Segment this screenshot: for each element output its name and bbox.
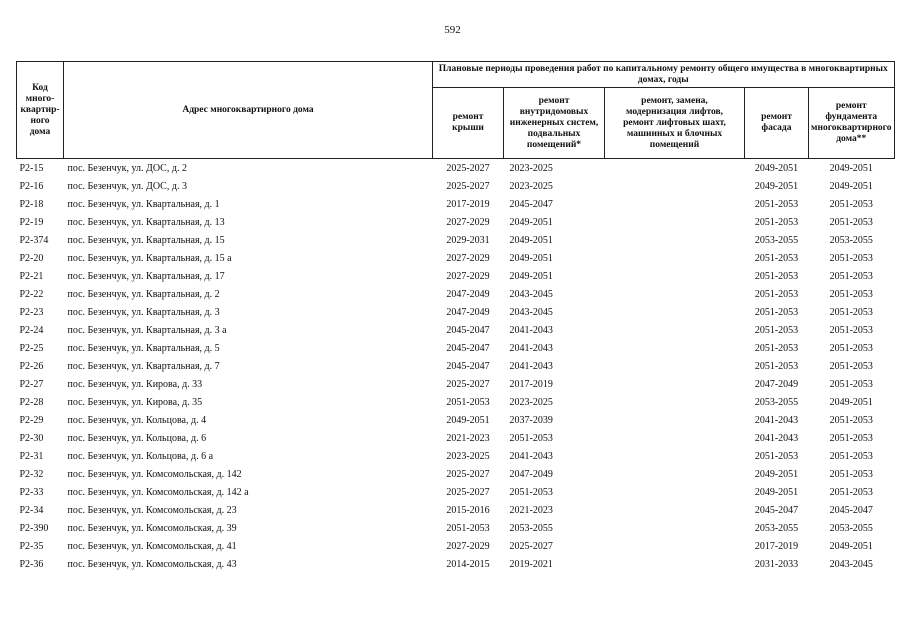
header-group-periods: Плановые периоды проведения работ по капитальному ремонту общего имущества в многоквартирных домах, годы	[433, 62, 895, 88]
cell-roof: 2025-2027	[446, 486, 490, 498]
table-row	[17, 519, 895, 537]
cell-code: Р2-32	[19, 468, 44, 480]
cell-lifts	[605, 447, 745, 465]
cell-systems: 2021-2023	[509, 504, 553, 516]
cell-systems: 2051-2053	[509, 432, 553, 444]
table-row	[17, 249, 895, 267]
cell-address: пос. Безенчук, ул. Кольцова, д. 6 а	[67, 450, 214, 462]
cell-facade: 2051-2053	[754, 252, 799, 264]
cell-roof: 2045-2047	[446, 342, 490, 354]
cell-address: пос. Безенчук, ул. Квартальная, д. 15	[67, 234, 225, 246]
table-row	[17, 411, 895, 429]
cell-lifts	[605, 483, 745, 501]
cell-facade: 2051-2053	[754, 270, 799, 282]
cell-code: Р2-20	[19, 252, 44, 264]
header-foundation: ремонт фундамента многоквартирного дома**	[809, 88, 895, 159]
cell-address: пос. Безенчук, ул. Комсомольская, д. 39	[67, 522, 237, 534]
cell-code: Р2-23	[19, 306, 44, 318]
cell-address: пос. Безенчук, ул. Квартальная, д. 1	[67, 198, 220, 210]
page-number: 592	[444, 24, 461, 36]
cell-code: Р2-33	[19, 486, 44, 498]
cell-systems: 2051-2053	[509, 486, 553, 498]
cell-code: Р2-28	[19, 396, 44, 408]
cell-systems: 2049-2051	[509, 252, 553, 264]
cell-lifts	[605, 285, 745, 303]
cell-lifts	[605, 195, 745, 213]
cell-lifts	[605, 213, 745, 231]
cell-facade: 2049-2051	[745, 159, 809, 178]
header-address: Адрес многоквартирного дома	[64, 62, 433, 159]
table-row	[17, 555, 895, 573]
table-row	[17, 339, 895, 357]
cell-lifts	[605, 321, 745, 339]
cell-facade: 2045-2047	[754, 504, 799, 516]
cell-foundation: 2051-2053	[829, 414, 873, 426]
cell-foundation: 2051-2053	[829, 198, 873, 210]
cell-code: Р2-35	[19, 540, 44, 552]
table-row	[17, 393, 895, 411]
cell-foundation: 2051-2053	[829, 486, 873, 498]
cell-foundation: 2051-2053	[829, 360, 873, 372]
cell-roof: 2025-2027	[446, 378, 490, 390]
cell-roof: 2051-2053	[446, 522, 490, 534]
header-roof: ремонт крыши	[433, 88, 504, 159]
cell-foundation: 2049-2051	[829, 540, 873, 552]
cell-address: пос. Безенчук, ул. Кольцова, д. 6	[67, 432, 207, 444]
cell-code: Р2-30	[19, 432, 44, 444]
cell-systems: 2017-2019	[509, 378, 553, 390]
cell-foundation: 2051-2053	[829, 270, 873, 282]
cell-address: пос. Безенчук, ул. Комсомольская, д. 41	[67, 540, 237, 552]
cell-roof: 2045-2047	[446, 324, 490, 336]
cell-facade: 2047-2049	[754, 378, 799, 390]
cell-facade: 2053-2055	[754, 396, 799, 408]
header-facade: ремонт фасада	[745, 88, 809, 159]
cell-roof: 2045-2047	[446, 360, 490, 372]
cell-roof: 2025-2027	[446, 468, 490, 480]
cell-roof: 2051-2053	[446, 396, 490, 408]
cell-facade: 2051-2053	[754, 288, 799, 300]
cell-foundation: 2051-2053	[829, 288, 873, 300]
cell-code: Р2-21	[19, 270, 44, 282]
cell-address: пос. Безенчук, ул. ДОС, д. 2	[64, 159, 433, 178]
cell-systems: 2043-2045	[509, 288, 553, 300]
table-row	[17, 267, 895, 285]
cell-foundation: 2051-2053	[829, 468, 873, 480]
cell-roof: 2027-2029	[446, 270, 490, 282]
cell-code: Р2-22	[19, 288, 44, 300]
table-row	[17, 321, 895, 339]
cell-foundation: 2051-2053	[829, 342, 873, 354]
cell-lifts	[605, 231, 745, 249]
cell-address: пос. Безенчук, ул. Комсомольская, д. 142 а	[67, 486, 249, 498]
cell-code: Р2-26	[19, 360, 44, 372]
cell-facade: 2051-2053	[754, 198, 799, 210]
cell-roof: 2027-2029	[446, 216, 490, 228]
cell-foundation: 2049-2051	[829, 180, 873, 192]
table-row	[17, 465, 895, 483]
cell-code: Р2-25	[19, 342, 44, 354]
table-row	[17, 501, 895, 519]
cell-facade: 2041-2043	[754, 432, 799, 444]
cell-systems: 2053-2055	[509, 522, 553, 534]
table-row	[17, 213, 895, 231]
cell-foundation: 2051-2053	[829, 378, 873, 390]
cell-roof: 2047-2049	[446, 306, 490, 318]
cell-roof: 2047-2049	[446, 288, 490, 300]
cell-systems: 2041-2043	[509, 450, 553, 462]
cell-foundation: 2051-2053	[829, 306, 873, 318]
cell-systems: 2023-2025	[504, 159, 605, 178]
cell-code: Р2-31	[19, 450, 44, 462]
cell-roof: 2014-2015	[446, 558, 490, 570]
cell-address: пос. Безенчук, ул. Квартальная, д. 2	[67, 288, 220, 300]
cell-roof: 2017-2019	[446, 198, 490, 210]
cell-code: Р2-27	[19, 378, 44, 390]
cell-address: пос. Безенчук, ул. Квартальная, д. 7	[67, 360, 220, 372]
cell-address: пос. Безенчук, ул. Комсомольская, д. 23	[67, 504, 237, 516]
cell-lifts	[605, 267, 745, 285]
cell-facade: 2049-2051	[754, 180, 799, 192]
cell-code: Р2-15	[17, 159, 64, 178]
cell-facade: 2051-2053	[754, 360, 799, 372]
cell-lifts	[605, 159, 745, 178]
table-row	[17, 447, 895, 465]
cell-systems: 2023-2025	[509, 396, 553, 408]
cell-address: пос. Безенчук, ул. Квартальная, д. 3 а	[67, 324, 227, 336]
cell-foundation: 2045-2047	[829, 504, 873, 516]
cell-code: Р2-374	[19, 234, 49, 246]
header-systems: ремонт внутридомовых инженерных систем, подвальных помещений*	[504, 88, 605, 159]
cell-lifts	[605, 465, 745, 483]
capital-repair-table	[16, 61, 895, 573]
table-row	[17, 177, 895, 195]
cell-foundation: 2049-2051	[829, 396, 873, 408]
cell-systems: 2023-2025	[509, 180, 553, 192]
cell-lifts	[605, 177, 745, 195]
cell-facade: 2041-2043	[754, 414, 799, 426]
cell-foundation: 2053-2055	[829, 522, 873, 534]
cell-systems: 2019-2021	[509, 558, 553, 570]
cell-address: пос. Безенчук, ул. Квартальная, д. 15 а	[67, 252, 232, 264]
cell-roof: 2021-2023	[446, 432, 490, 444]
cell-address: пос. Безенчук, ул. Кольцова, д. 4	[67, 414, 207, 426]
cell-systems: 2045-2047	[509, 198, 553, 210]
cell-address: пос. Безенчук, ул. Квартальная, д. 13	[67, 216, 225, 228]
cell-facade: 2051-2053	[754, 342, 799, 354]
cell-lifts	[605, 303, 745, 321]
cell-code: Р2-34	[19, 504, 44, 516]
cell-foundation: 2053-2055	[829, 234, 873, 246]
cell-roof: 2027-2029	[446, 540, 490, 552]
cell-address: пос. Безенчук, ул. Комсомольская, д. 142	[67, 468, 242, 480]
cell-facade: 2049-2051	[754, 486, 799, 498]
table-body	[17, 159, 895, 574]
cell-code: Р2-390	[19, 522, 49, 534]
cell-facade: 2053-2055	[754, 522, 799, 534]
cell-code: Р2-24	[19, 324, 44, 336]
table-row	[17, 537, 895, 555]
cell-systems: 2025-2027	[509, 540, 553, 552]
cell-code: Р2-18	[19, 198, 44, 210]
cell-systems: 2043-2045	[509, 306, 553, 318]
cell-code: Р2-36	[19, 558, 44, 570]
cell-facade: 2051-2053	[754, 216, 799, 228]
cell-code: Р2-16	[19, 180, 44, 192]
cell-foundation: 2051-2053	[829, 450, 873, 462]
cell-address: пос. Безенчук, ул. Квартальная, д. 5	[67, 342, 220, 354]
cell-roof: 2025-2027	[446, 180, 490, 192]
cell-address: пос. Безенчук, ул. Комсомольская, д. 43	[67, 558, 237, 570]
cell-lifts	[605, 429, 745, 447]
cell-lifts	[605, 339, 745, 357]
cell-address: пос. Безенчук, ул. ДОС, д. 3	[67, 180, 187, 192]
cell-roof: 2049-2051	[446, 414, 490, 426]
cell-roof: 2025-2027	[433, 159, 504, 178]
cell-lifts	[605, 357, 745, 375]
cell-systems: 2041-2043	[509, 360, 553, 372]
cell-lifts	[605, 519, 745, 537]
table-row	[17, 357, 895, 375]
header-lifts: ремонт, замена, модернизация лифтов, ремонт лифтовых шахт, машинных и блочных помещений	[605, 88, 745, 159]
cell-lifts	[605, 249, 745, 267]
cell-code: Р2-19	[19, 216, 44, 228]
cell-lifts	[605, 411, 745, 429]
cell-systems: 2047-2049	[509, 468, 553, 480]
cell-facade: 2049-2051	[754, 468, 799, 480]
cell-roof: 2015-2016	[446, 504, 490, 516]
cell-facade: 2051-2053	[754, 324, 799, 336]
cell-systems: 2049-2051	[509, 216, 553, 228]
cell-lifts	[605, 537, 745, 555]
table-row	[17, 429, 895, 447]
table-row	[17, 195, 895, 213]
cell-facade: 2051-2053	[754, 450, 799, 462]
cell-lifts	[605, 393, 745, 411]
cell-systems: 2037-2039	[509, 414, 553, 426]
cell-address: пос. Безенчук, ул. Квартальная, д. 17	[67, 270, 225, 282]
table-row	[17, 159, 895, 178]
cell-facade: 2051-2053	[754, 306, 799, 318]
cell-foundation: 2051-2053	[829, 324, 873, 336]
cell-systems: 2041-2043	[509, 342, 553, 354]
cell-foundation: 2049-2051	[809, 159, 895, 178]
cell-roof: 2027-2029	[446, 252, 490, 264]
cell-roof: 2023-2025	[446, 450, 490, 462]
cell-lifts	[605, 375, 745, 393]
cell-lifts	[605, 555, 745, 573]
cell-foundation: 2051-2053	[829, 252, 873, 264]
cell-address: пос. Безенчук, ул. Кирова, д. 35	[67, 396, 203, 408]
cell-roof: 2029-2031	[446, 234, 490, 246]
table-row	[17, 303, 895, 321]
cell-systems: 2049-2051	[509, 270, 553, 282]
cell-code: Р2-29	[19, 414, 44, 426]
cell-foundation: 2051-2053	[829, 432, 873, 444]
table-row	[17, 375, 895, 393]
header-code: Код много- квартир- ного дома	[17, 62, 64, 159]
table-row	[17, 231, 895, 249]
cell-facade: 2031-2033	[754, 558, 799, 570]
cell-systems: 2041-2043	[509, 324, 553, 336]
cell-lifts	[605, 501, 745, 519]
table-row	[17, 285, 895, 303]
cell-foundation: 2043-2045	[829, 558, 873, 570]
cell-facade: 2053-2055	[754, 234, 799, 246]
cell-address: пос. Безенчук, ул. Квартальная, д. 3	[67, 306, 220, 318]
cell-foundation: 2051-2053	[829, 216, 873, 228]
cell-address: пос. Безенчук, ул. Кирова, д. 33	[67, 378, 203, 390]
table-row	[17, 483, 895, 501]
cell-facade: 2017-2019	[754, 540, 799, 552]
cell-systems: 2049-2051	[509, 234, 553, 246]
